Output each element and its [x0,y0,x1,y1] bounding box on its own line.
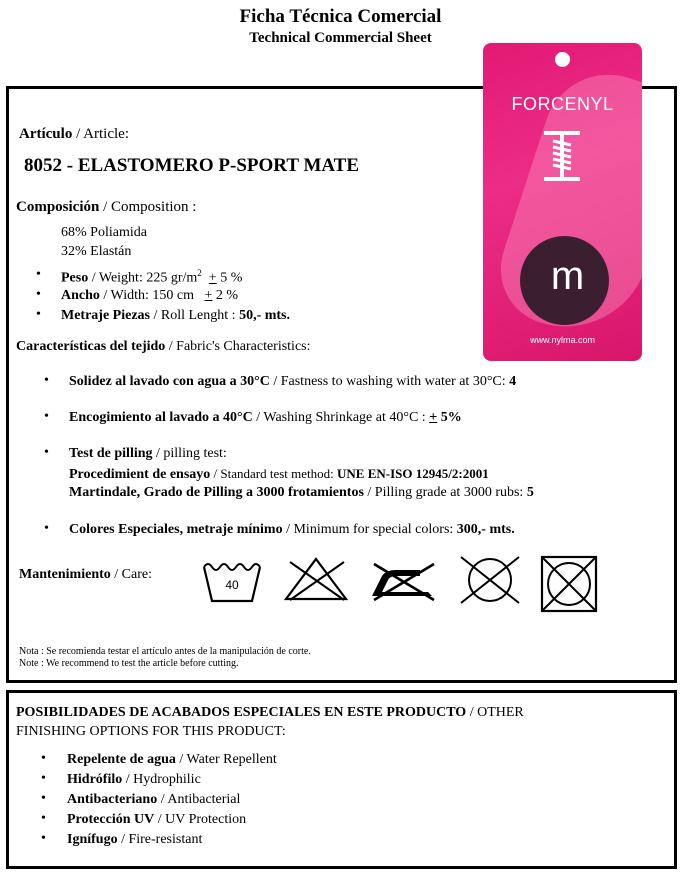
spec-roll-length: Metraje Piezas / Roll Lenght : 50,- mts. [61,308,290,323]
finishing-item: Ignífugo / Fire-resistant [67,832,203,847]
article-name: 8052 - ELASTOMERO P-SPORT MATE [24,155,360,176]
spec-weight: Peso / Weight: 225 $gr/m^2 + 5$ % [61,268,243,286]
pilling-procedure: Procedimient de ensayo / Standard test method: UNE EN-ISO 12945/2:2001 [69,466,489,482]
wash-40-icon [202,559,262,605]
note-es: Nota : Se recomienda testar el artículo antes de la manipulación de corte. [19,646,311,657]
bullet-icon: • [41,771,46,786]
composition-label: Composición / Composition : [16,199,197,215]
bullet-icon: • [41,811,46,826]
product-hang-tag [483,43,642,361]
bullet-icon: • [44,409,49,424]
no-tumble-dry-icon [539,554,599,614]
bullet-icon: • [36,287,41,302]
bullet-icon: • [44,373,49,388]
finishing-item: Repelente de agua / Water Repellent [67,752,277,767]
article-label: Artículo / Article: [19,126,129,142]
bullet-icon: • [41,751,46,766]
char-pilling: Test de pilling / pilling test: [69,446,227,461]
note-en: Note : We recommend to test the article before cutting. [19,658,239,669]
tag-logo-circle [520,236,609,325]
pilling-martindale: Martindale, Grado de Pilling a 3000 frotamientos / Pilling grade at 3000 rubs: 5 [69,485,534,500]
char-washing: Solidez al lavado con agua a 30°C / Fastness to washing with water at 30°C: 4 [69,374,517,389]
composition-item: 32% Elastán [61,244,132,259]
no-iron-icon [368,560,440,602]
care-label: Mantenimiento / Care: [19,567,152,582]
bullet-icon: • [36,307,41,322]
wash-temp: 40 [225,578,239,592]
page-title: Ficha Técnica Comercial [239,6,442,27]
spec-width: Ancho / Width: 150 cm + 2 % [61,288,239,303]
bullet-icon: • [44,521,49,536]
bullet-icon: • [44,445,49,460]
finishing-title: POSIBILIDADES DE ACABADOS ESPECIALES EN ESTE PRODUCTO / OTHER [16,705,524,720]
bullet-icon: • [36,267,41,282]
finishing-item: Antibacteriano / Antibacterial [67,792,241,807]
tag-hole [555,52,570,67]
bullet-icon: • [41,791,46,806]
tag-logo-text: m [550,254,579,298]
tag-brand: FORCENYL [511,94,614,114]
page-subtitle: Technical Commercial Sheet [249,30,432,46]
tag-url: www.nylma.com [529,335,595,345]
no-bleach-icon [282,556,350,602]
composition-item: 68% Poliamida [61,225,147,240]
bullet-icon: • [41,831,46,846]
finishing-title-line2: FINISHING OPTIONS FOR THIS PRODUCT: [16,724,286,739]
char-special-colors: Colores Especiales, metraje mínimo / Minimum for special colors: 300,- mts. [69,522,515,537]
char-shrinkage: Encogimiento al lavado a 40°C / Washing Shrinkage at 40°C : + 5% [69,410,462,425]
characteristics-title: Características del tejido / Fabric's Characteristics: [16,339,311,354]
spool-icon [544,131,580,181]
finishing-item: Protección UV / UV Protection [67,812,247,827]
no-dryclean-icon [457,555,523,605]
finishing-item: Hidrófilo / Hydrophilic [67,772,201,787]
